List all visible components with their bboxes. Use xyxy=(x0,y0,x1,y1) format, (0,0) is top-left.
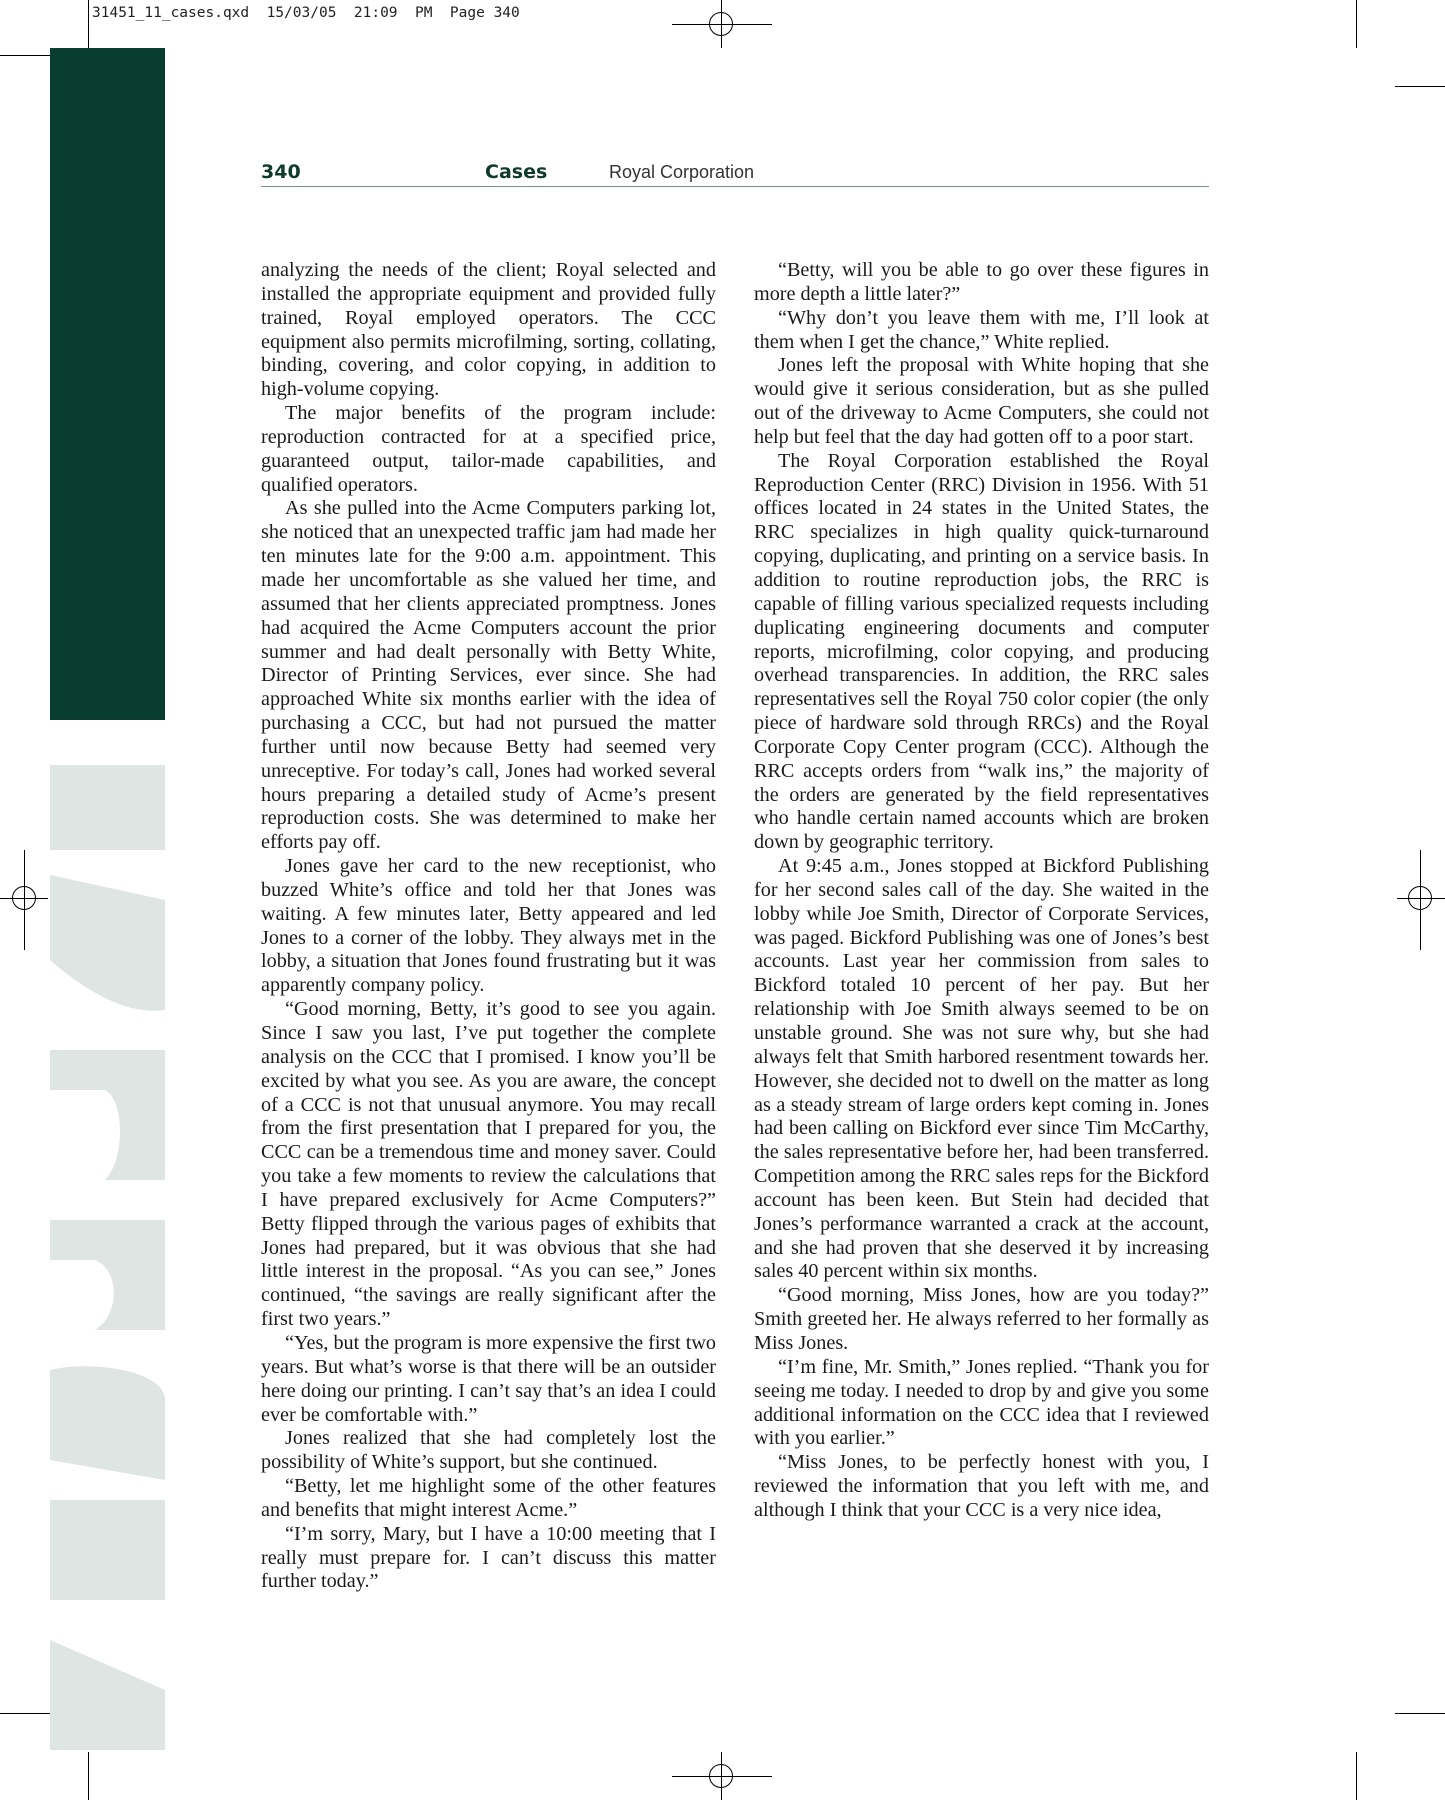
paragraph: The major benefits of the program include: reproduction contracted for at a specified price, guaranteed output, tailor-made capabilities, and qualified operators. xyxy=(261,402,716,496)
paragraph: “I’m sorry, Mary, but I have a 10:00 meeting that I really must prepare for. I can’t discuss this matter further today.” xyxy=(261,1522,716,1593)
paragraph: As she pulled into the Acme Computers parking lot, she noticed that an unexpected traffic jam had made her ten minutes late for the 9:00 a.m. appointment. This made her uncomfortable as she valued her time, and assumed that her clients appreciated promptness. Jones had acquired the Acme Computers account the prior summer and had dealt personally with Betty White, Director of Printing Services, ever since. She had approached White six months earlier with the idea of purchasing a CCC, but had not pursued the matter further until now because Betty had seemed very unreceptive. For today’s call, Jones had worked several hours preparing a detailed study of Acme’s present reproduction costs. She was determined to make her efforts pay off. xyxy=(261,497,716,854)
paragraph: “Miss Jones, to be perfectly honest with you, I reviewed the information that you left with me, and although I think that your CCC is a very nice idea, xyxy=(754,1451,1209,1521)
paragraph: “Betty, let me highlight some of the other features and benefits that might interest Acme.” xyxy=(261,1475,716,1521)
paragraph: “I’m fine, Mr. Smith,” Jones replied. “Thank you for seeing me today. I needed to drop by and give you some additional information on the CCC idea that I reviewed with you earlier.” xyxy=(754,1355,1209,1450)
paragraph: Jones realized that she had completely lost the possibility of White’s support, but she continued. xyxy=(261,1427,716,1474)
paragraph: Jones gave her card to the new receptionist, who buzzed White’s office and told her that Jones was waiting. A few minutes later, Betty appeared and led Jones to a corner of the lobby. They always met in the lobby, a situation that Jones found frustrating but it was apparently company policy. xyxy=(261,855,716,997)
paragraph: “Betty, will you be able to go over these figures in more depth a little later?” xyxy=(754,259,1209,305)
side-color-bar xyxy=(50,48,165,720)
left-column xyxy=(261,259,716,1594)
paragraph: Jones left the proposal with White hoping that she would give it serious consideration, but as she pulled out of the driveway to Acme Computers, she could not help but feel that the day had gotten off to a poor start. xyxy=(754,354,1209,448)
paragraph: At 9:45 a.m., Jones stopped at Bickford Publishing for her second sales call of the day. She waited in the lobby while Joe Smith, Director of Corporate Services, was paged. Bickford Publishing was one of Jones’s best accounts. Last year her commission from sales to Bickford totaled 10 percent of her pay. But her relationship with Joe Smith always seemed to be on unstable ground. She was not sure why, but she had always felt that Smith harbored resentment towards her. However, she decided not to dwell on the matter as long as a steady stream of large orders kept coming in. Jones had been calling on Bickford ever since Tim McCarthy, the sales representative before her, had been transferred. Competition among the RRC sales reps for the Bickford account has been keen. But Stein had decided that Jones’s performance warranted a crack at the account, and she had proven that she deserved it by increasing sales 40 percent within six months. xyxy=(754,855,1209,1283)
paragraph: analyzing the needs of the client; Royal selected and installed the appropriate equipment and provided fully trained, Royal employed operators. The CCC equipment also permits microfilming, sorting, collating, binding, covering, and color copying, in addition to high-volume copying. xyxy=(261,259,716,401)
page-number: 340 xyxy=(261,161,301,183)
section-label: Cases xyxy=(485,161,548,183)
case-title: Royal Corporation xyxy=(609,162,755,182)
paragraph: “Yes, but the program is more expensive the first two years. But what’s worse is that there will be an outsider here doing our printing. I can’t say that’s an idea I could ever be comfortable with.” xyxy=(261,1331,716,1426)
file-slug: 31451_11_cases.qxd 15/03/05 21:09 PM Page 340 xyxy=(92,5,520,21)
paragraph: “Why don’t you leave them with me, I’ll look at them when I get the chance,” White replied. xyxy=(754,306,1209,353)
side-watermark xyxy=(50,760,165,1750)
header-rule xyxy=(261,186,1209,187)
paragraph: “Good morning, Betty, it’s good to see you again. Since I saw you last, I’ve put together the complete analysis on the CCC that I promised. I know you’ll be excited by what you see. As you are aware, the concept of a CCC is not that unusual anymore. You may recall from the first presentation that I prepared for you, the CCC can be a tremendous time and money saver. Could you take a few moments to review the calculations that I have prepared exclusively for Acme Computers?” Betty flipped through the various pages of exhibits that Jones had prepared, but it was obvious that she had little interest in the proposal. “As you can see,” Jones continued, “the savings are really significant after the first two years.” xyxy=(261,998,716,1331)
paragraph: The Royal Corporation established the Royal Reproduction Center (RRC) Division in 1956. With 51 offices located in 24 states in the United States, the RRC specializes in high quality quick-turnaround copying, duplicating, and printing on a service basis. In addition to routine reproduction jobs, the RRC is capable of filling various specialized requests including duplicating engineering documents and computer reports, microfilming, color copying, and producing overhead transparencies. In addition, the RRC sales representatives sell the Royal 750 color copier (the only piece of hardware sold through RRCs) and the Royal Corporate Copy Center program (CCC). Although the RRC accepts orders from “walk ins,” the majority of the orders are generated by the field representatives who handle certain named accounts which are broken down by geographic territory. xyxy=(754,449,1209,854)
right-column xyxy=(754,259,1209,1523)
paragraph: “Good morning, Miss Jones, how are you today?” Smith greeted her. He always referred to her formally as Miss Jones. xyxy=(754,1284,1209,1354)
